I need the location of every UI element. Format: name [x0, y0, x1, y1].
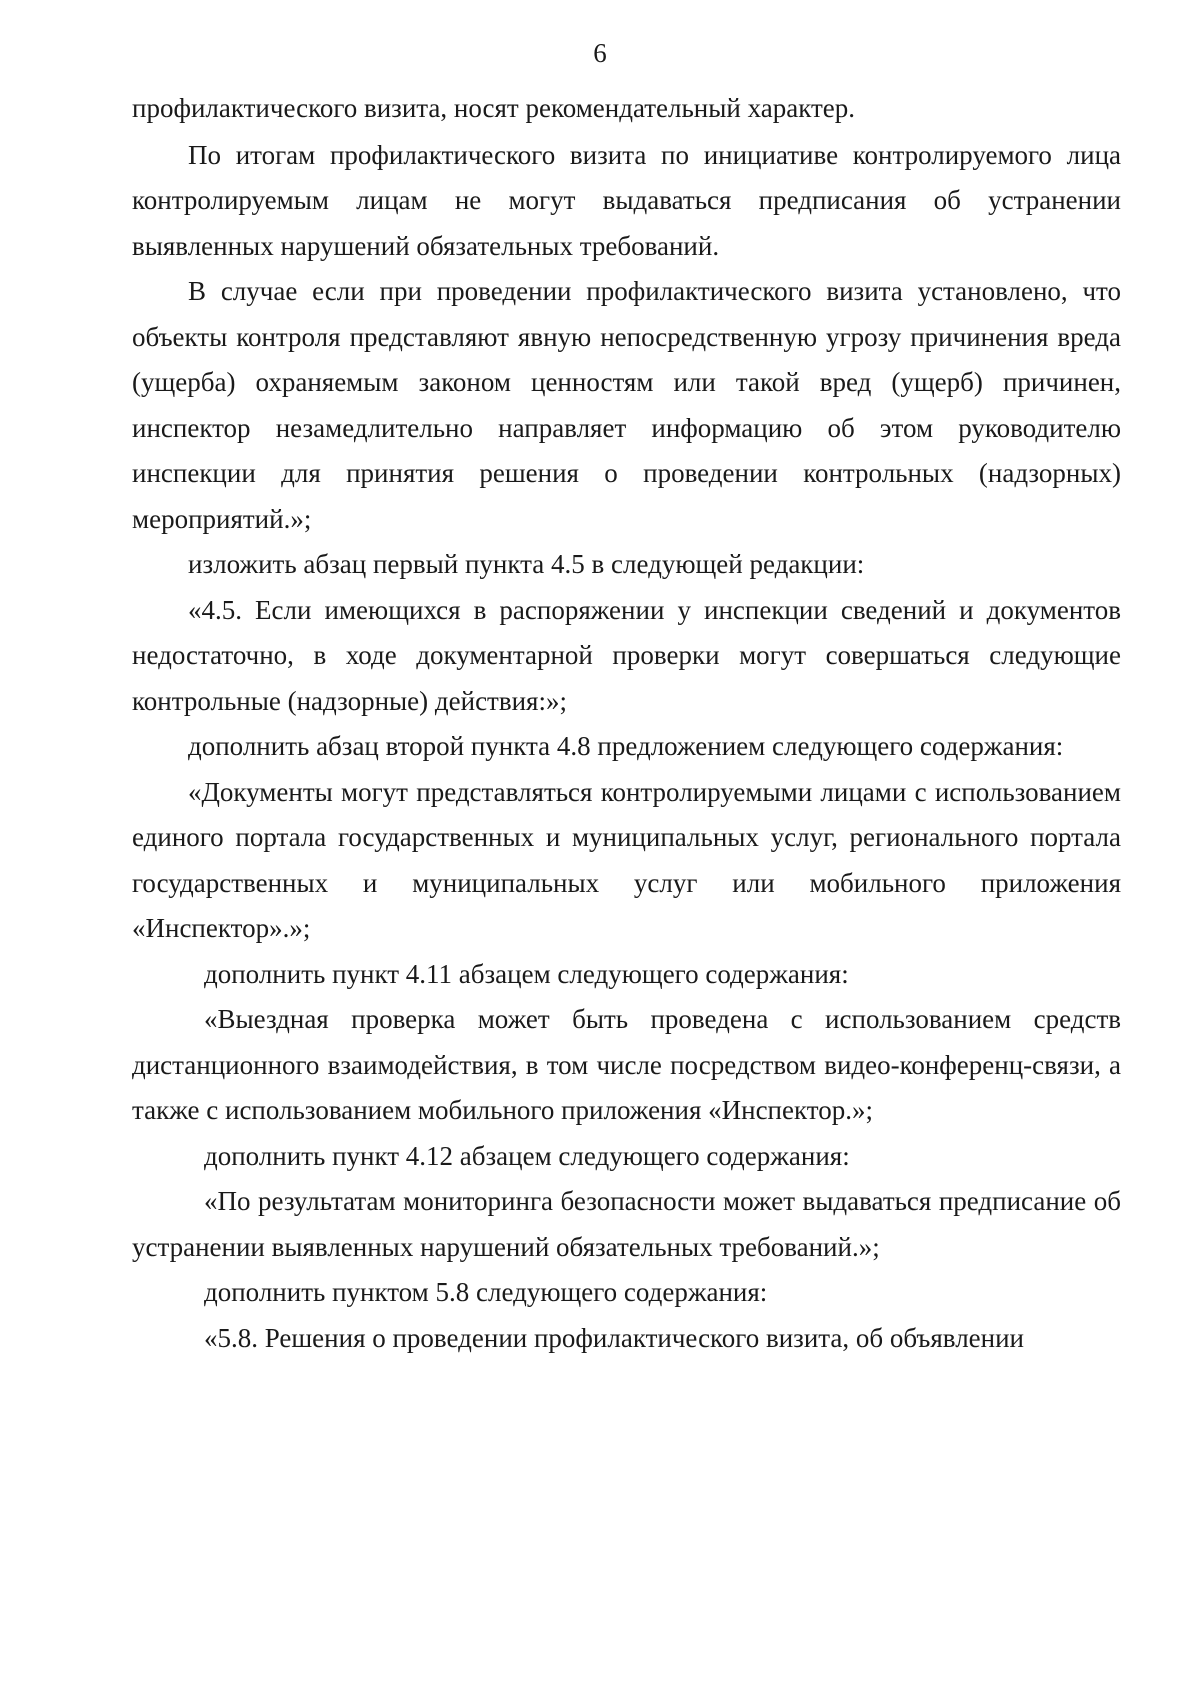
paragraph-11: «По результатам мониторинга безопасности может выдаваться предписание об устранении выявленных нарушений обязательных требований.»;: [132, 1186, 1121, 1262]
paragraph-6: дополнить абзац второй пункта 4.8 предложением следующего содержания:: [188, 731, 1064, 761]
paragraph-12: дополнить пунктом 5.8 следующего содержания:: [204, 1277, 768, 1307]
paragraph-4: изложить абзац первый пункта 4.5 в следующей редакции:: [188, 549, 865, 579]
paragraph-7: «Документы могут представляться контролируемыми лицами с использованием единого портала государственных и муниципальных услуг, регионального портала государственных и муниципальных услуг или мобильного приложения «Инспектор».»;: [132, 776, 1121, 943]
document-body: [132, 86, 1121, 1361]
paragraph-13: «5.8. Решения о проведении профилактического визита, об объявлении: [204, 1322, 1025, 1353]
paragraph-3: В случае если при проведении профилактического визита установлено, что объекты контроля представляют явную непосредственную угрозу причинения вреда (ущерба) охраняемым законом ценностям или такой вред (ущерб) причинен, инспектор незамедлительно направляет информацию об этом руководителю инспекции для принятия решения о проведении контрольных (надзорных) мероприятий.»;: [132, 276, 1121, 534]
paragraph-8: дополнить пункт 4.11 абзацем следующего содержания:: [204, 958, 849, 989]
paragraph-5: «4.5. Если имеющихся в распоряжении у инспекции сведений и документов недостаточно, в ходе документарной проверки могут совершаться следующие контрольные (надзорные) действия:»;: [132, 594, 1121, 716]
paragraph-1: профилактического визита, носят рекомендательный характер.: [132, 93, 856, 123]
page-number: 6: [593, 38, 607, 68]
paragraph-2: По итогам профилактического визита по инициативе контролируемого лица контролируемым лицам не могут выдаваться предписания об устранении выявленных нарушений обязательных требований.: [132, 139, 1121, 261]
paragraph-9: «Выездная проверка может быть проведена с использованием средств дистанционного взаимодействия, в том числе посредством видео-конференц-связи, а также с использованием мобильного приложения «Инспектор.»;: [132, 1004, 1121, 1125]
paragraph-10: дополнить пункт 4.12 абзацем следующего содержания:: [204, 1140, 850, 1171]
